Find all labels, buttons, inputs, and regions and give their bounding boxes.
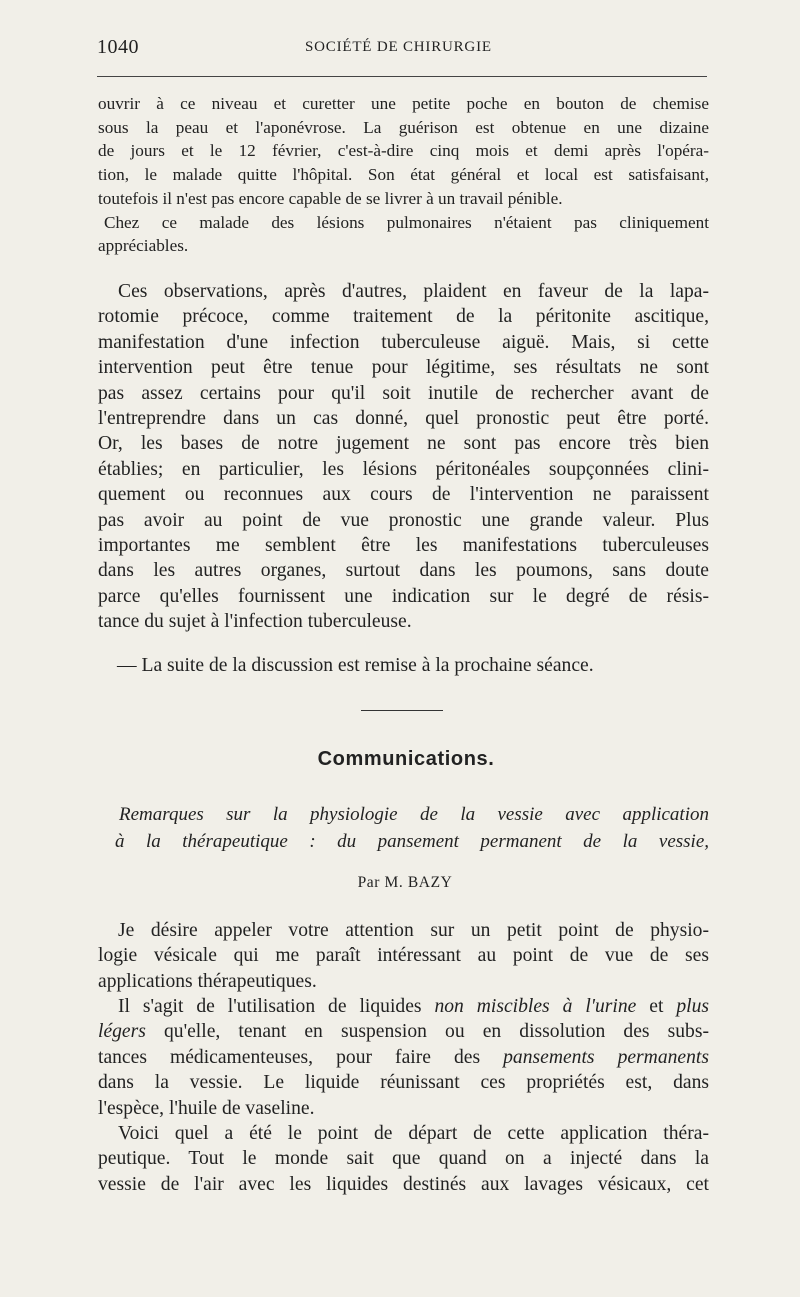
text-line: Or, les bases de notre jugement ne sont pas encore très bien xyxy=(98,433,709,455)
text-line xyxy=(98,994,709,1019)
emphasis-text: pansements permanents xyxy=(503,1046,709,1068)
title-line: à la thérapeutique : du pansement permanent de la vessie, xyxy=(115,831,709,852)
emphasis-text: non miscibles à l'urine xyxy=(434,996,637,1017)
text-line: peutique. Tout le monde sait que quand on a injecté dans la xyxy=(98,1148,709,1170)
observation-end-paragraph xyxy=(98,92,709,258)
section-divider xyxy=(361,710,443,711)
text-line: pas avoir au point de vue pronostic une grande valeur. Plus xyxy=(98,509,709,531)
emphasis-text: plus xyxy=(676,996,709,1017)
emphasis-text: légers xyxy=(98,1021,146,1043)
text-line: importantes me semblent être les manifestations tuberculeuses xyxy=(98,535,709,557)
header-rule xyxy=(97,76,707,77)
author-byline: Par M. BAZY xyxy=(357,874,453,891)
text-line: manifestation d'une infection tuberculeuse aiguë. Mais, si cette xyxy=(98,331,709,353)
text-line xyxy=(98,1019,709,1044)
text-line: sous la peau et l'aponévrose. La guérison est obtenue en une dizaine xyxy=(98,117,709,137)
title-line: Remarques sur la physiologie de la vessie avec application xyxy=(119,804,709,825)
text-run: et xyxy=(636,996,677,1017)
text-line: ouvrir à ce niveau et curetter une petite poche en bouton de chemise xyxy=(98,94,709,113)
text-line: intervention peut être tenue pour légitime, ses résultats ne sont xyxy=(98,357,709,379)
communication-paragraph-2 xyxy=(98,994,709,1121)
text-line: parce qu'elles fournissent une indication sur le degré de résis- xyxy=(98,585,709,607)
text-line: rotomie précoce, comme traitement de la péritonite ascitique, xyxy=(98,306,709,328)
conclusion-paragraph xyxy=(98,279,709,635)
text-line: établies; en particulier, les lésions péritonéales soupçonnées clini- xyxy=(98,458,709,480)
text-run: tances médicamenteuses, pour faire des xyxy=(98,1046,504,1068)
discussion-note: — La suite de la discussion est remise à la prochaine séance. xyxy=(117,655,594,676)
text-line: l'espèce, l'huile de vaseline. xyxy=(98,1097,315,1119)
section-title: Communications. xyxy=(317,748,495,770)
text-line: l'entreprendre dans un cas donné, quel pronostic peut être porté. xyxy=(98,408,709,430)
text-line: dans la vessie. Le liquide réunissant ces propriétés est, dans xyxy=(98,1072,709,1094)
running-head xyxy=(97,36,707,60)
text-line: Chez ce malade des lésions pulmonaires n'étaient pas cliniquement xyxy=(104,212,709,232)
text-line: Ces observations, après d'autres, plaident en faveur de la lapa- xyxy=(118,281,709,302)
text-line: Je désire appeler votre attention sur un petit point de physio- xyxy=(118,920,709,941)
page-number: 1040 xyxy=(97,36,139,58)
communication-title xyxy=(115,801,709,855)
running-title: SOCIÉTÉ DE CHIRURGIE xyxy=(305,39,492,55)
text-line: quement ou reconnues aux cours de l'intervention ne paraissent xyxy=(98,484,709,506)
text-line: appréciables. xyxy=(98,236,189,256)
text-line: dans les autres organes, surtout dans les poumons, sans doute xyxy=(98,560,709,582)
text-line: applications thérapeutiques. xyxy=(98,970,317,992)
text-line: de jours et le 12 février, c'est-à-dire cinq mois et demi après l'opéra- xyxy=(98,141,709,161)
text-line: vessie de l'air avec les liquides destinés aux lavages vésicaux, cet xyxy=(98,1173,709,1195)
text-line xyxy=(98,1045,709,1070)
communication-paragraph-1 xyxy=(98,918,709,994)
text-line: logie vésicale qui me paraît intéressant au point de vue de ses xyxy=(98,945,709,967)
text-line: Voici quel a été le point de départ de cette application théra- xyxy=(118,1123,709,1144)
text-run: qu'elle, tenant en suspension ou en dissolution des subs- xyxy=(145,1021,709,1043)
text-run: Il s'agit de l'utilisation de liquides xyxy=(118,996,435,1017)
text-line: tance du sujet à l'infection tuberculeuse. xyxy=(98,611,412,633)
text-line: pas assez certains pour qu'il soit inutile de rechercher avant de xyxy=(98,382,709,404)
communication-paragraph-3 xyxy=(98,1121,709,1197)
text-line: tion, le malade quitte l'hôpital. Son état général et local est satisfaisant, xyxy=(98,165,709,185)
text-line: toutefois il n'est pas encore capable de se livrer à un travail pénible. xyxy=(98,188,563,208)
